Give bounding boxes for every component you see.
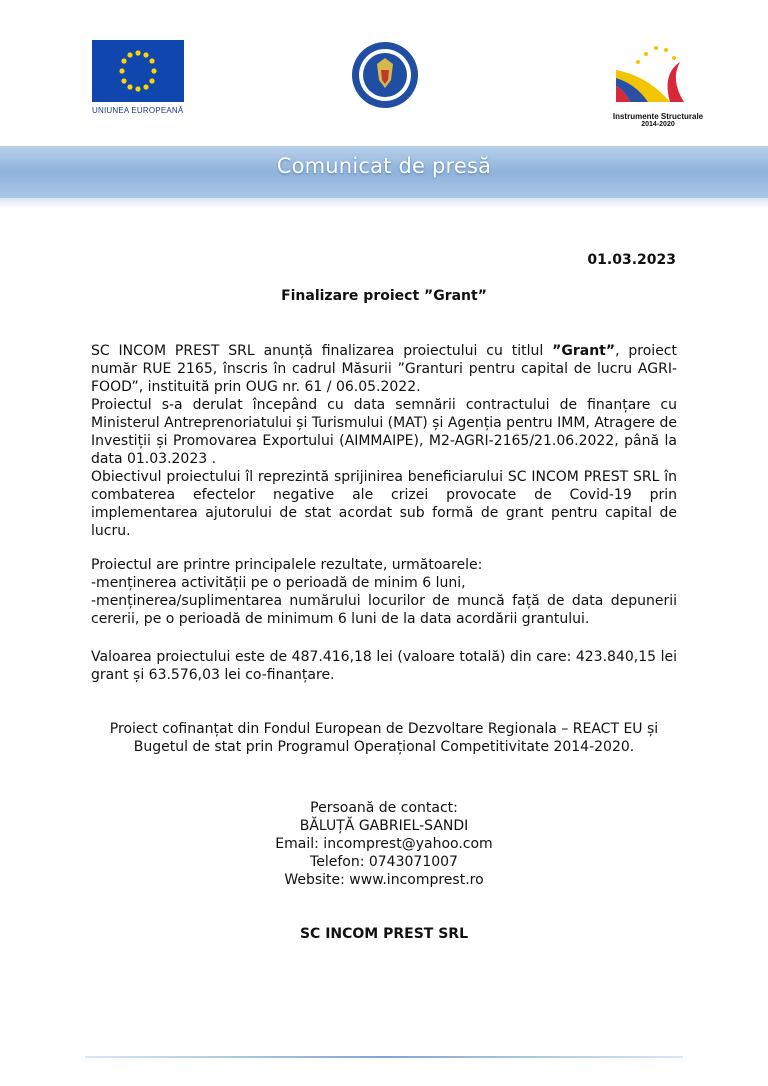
paragraph-value: Valoarea proiectului este de 487.416,18 lei (valoare totală) din care: 423.840,15 lei grant și 63.576,03 lei co-finanțare.	[91, 649, 677, 683]
company-name: SC INCOM PREST SRL	[299, 926, 469, 942]
government-seal-icon	[350, 40, 420, 110]
instrumente-structurale-logo	[608, 40, 708, 128]
p1-line2: Proiectul s-a derulat începând cu data semnării contractului de finanțare cu Ministerul Antreprenoriatului și Turismului (MAT) și Agenția pentru IMM, Atragere de Investiții și Promovarea Exportului (AIMMAIPE), M2-AGRI-2165/21.06.2022, până la data 01.03.2023 .	[91, 397, 677, 467]
p2-intro: Proiectul are printre principalele rezultate, următoarele:	[91, 557, 483, 573]
funding-statement	[0, 720, 768, 756]
paragraph-results	[91, 556, 677, 628]
funding-line2: Bugetul de stat prin Programul Operațional Competitivitate 2014-2020.	[133, 739, 635, 755]
eu-caption: UNIUNEA EUROPEANĂ	[92, 106, 184, 115]
p1-rest: , proiect număr RUE 2165, înscris în cadrul Măsurii ”Granturi pentru capital de lucru AGRI-FOOD”, instituită prin OUG nr. 61 / 06.05.2022.	[91, 343, 677, 395]
funding-line1: Proiect cofinanțat din Fondul European de Dezvoltare Regionala – REACT EU și	[109, 721, 659, 737]
p2-item2: -menținerea/suplimentarea numărului locurilor de muncă față de data depunerii cererii, pe o perioadă de minimum 6 luni de la data acordării grantului.	[91, 593, 677, 627]
contact-phone: Telefon: 0743071007	[310, 854, 458, 870]
document-title: Finalizare proiect ”Grant”	[281, 288, 487, 304]
p1-intro: SC INCOM PREST SRL anunță finalizarea proiectului cu titlul	[91, 343, 553, 359]
contact-block	[0, 799, 768, 889]
banner-title: Comunicat de presă	[276, 154, 492, 178]
p1-grant: ”Grant”	[552, 343, 616, 359]
is-caption-title: Instrumente Structurale	[612, 112, 704, 121]
footer-divider	[85, 1056, 683, 1058]
contact-website: Website: www.incomprest.ro	[284, 872, 484, 888]
document-date: 01.03.2023	[587, 252, 676, 268]
paragraph-announcement	[91, 342, 677, 540]
p1-line3: Obiectivul proiectului îl reprezintă sprijinirea beneficiarului SC INCOM PREST SRL în combaterea efectelor negative ale crizei provocate de Covid-19 prin implementarea ajutorului de stat acordat sub formă de grant pentru capital de lucru.	[91, 469, 677, 539]
eu-logo	[92, 40, 186, 115]
banner-fade	[0, 198, 768, 208]
eu-flag-icon	[92, 40, 184, 102]
p2-item1: -menținerea activității pe o perioadă de minim 6 luni,	[91, 575, 466, 591]
contact-label: Persoană de contact:	[310, 800, 458, 816]
contact-email: Email: incomprest@yahoo.com	[275, 836, 493, 852]
contact-name: BĂLUȚĂ GABRIEL-SANDI	[299, 818, 469, 834]
instrumente-structurale-icon	[608, 40, 708, 106]
is-caption-years: 2014-2020	[641, 121, 675, 128]
